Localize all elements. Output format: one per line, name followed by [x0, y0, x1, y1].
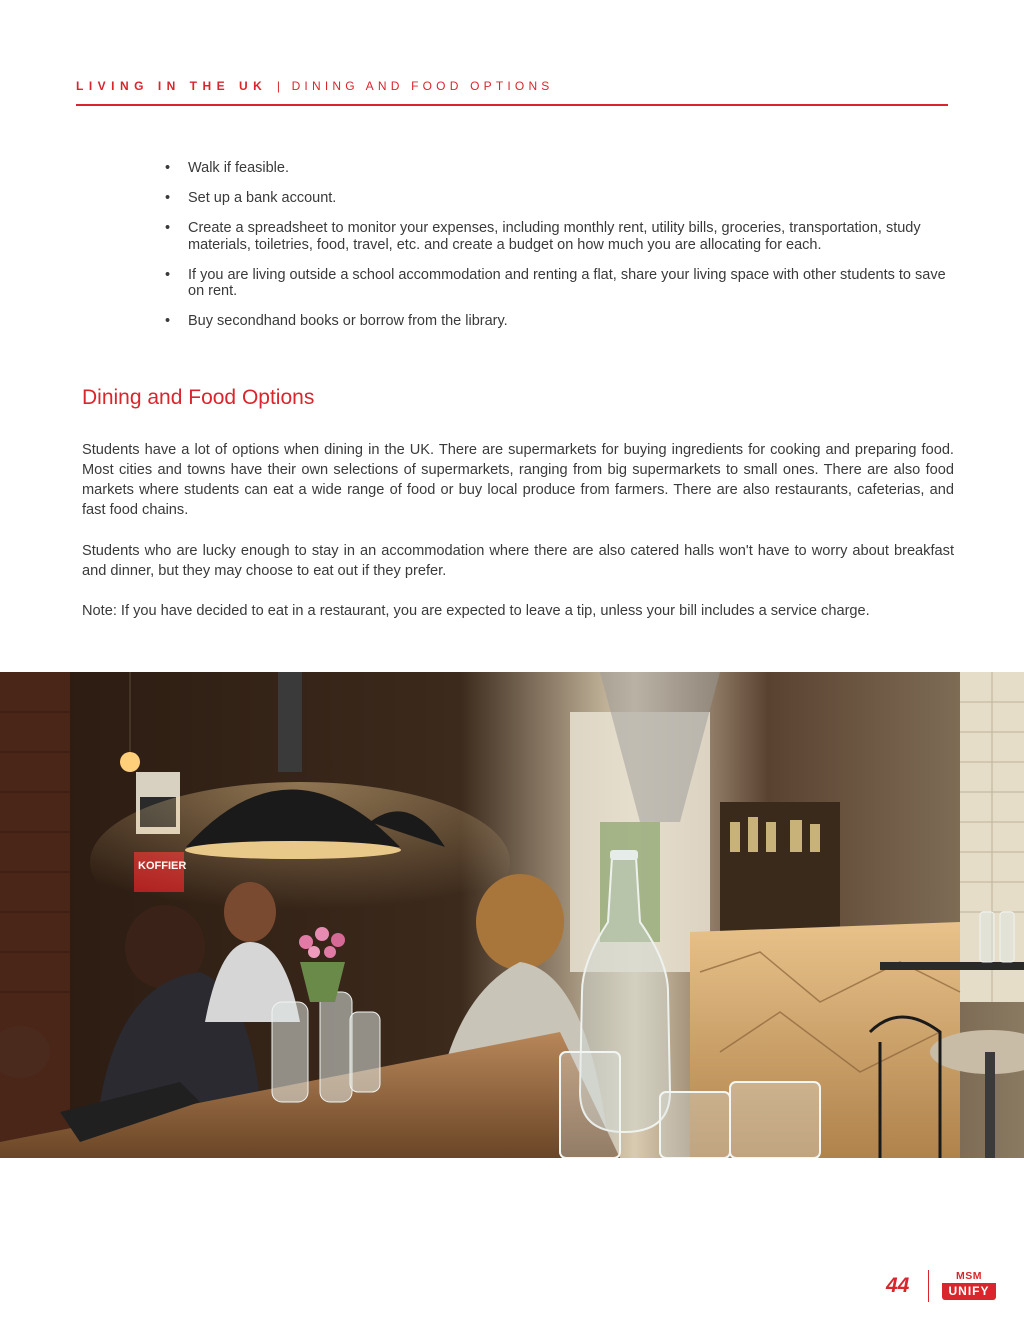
running-header: [76, 79, 554, 93]
logo-bottom-text: UNIFY: [942, 1283, 996, 1300]
bullet-icon: •: [165, 160, 171, 176]
brick-wall: [0, 672, 70, 1158]
money-tips-list: [165, 160, 955, 343]
msm-unify-logo: [942, 1270, 996, 1302]
list-item: • Create a spreadsheet to monitor your expenses, including monthly rent, utility bills, groceries, transportation, study materials, toiletries, food, travel, etc. and create a budget on how much you are allocating for each.: [165, 220, 921, 253]
bullet-icon: •: [165, 313, 171, 329]
restaurant-illustration: [0, 672, 1024, 1158]
paragraph-tipping-note: Note: If you have decided to eat in a restaurant, you are expected to leave a tip, unless your bill includes a service charge.: [82, 603, 870, 619]
header-subsection: DINING AND FOOD OPTIONS: [291, 79, 554, 93]
bullet-icon: •: [165, 220, 171, 236]
bullet-icon: •: [165, 266, 171, 283]
back-shelves: [720, 802, 840, 932]
section-heading: Dining and Food Options: [82, 386, 315, 409]
page-number: 44: [886, 1274, 910, 1297]
paragraph-dining-options: Students have a lot of options when dining in the UK. There are supermarkets for buying ingredients for cooking and preparing food. Most cities and towns have their own selections of supermarkets, ranging from big supermarkets to small ones. There are also food markets where students can eat a wide range of food or buy local produce from farmers. There are also restaurants, cafeterias, and fast food chains.: [82, 442, 954, 518]
bullet-icon: •: [165, 190, 171, 206]
header-section: LIVING IN THE UK: [76, 79, 268, 93]
logo-top-text: MSM: [956, 1270, 982, 1282]
list-item: • Buy secondhand books or borrow from the library.: [165, 313, 508, 329]
footer-divider: [928, 1270, 929, 1302]
list-item: • If you are living outside a school accommodation and renting a flat, share your living space with other students to save on rent.: [165, 266, 946, 299]
restaurant-photo: [0, 672, 1024, 1158]
side-shelf: [880, 962, 1024, 970]
header-rule: [76, 104, 948, 106]
paragraph-catered-halls: Students who are lucky enough to stay in an accommodation where there are also catered halls won't have to worry about breakfast and dinner, but they may choose to eat out if they prefer.: [82, 543, 954, 579]
list-item: • Set up a bank account.: [165, 190, 337, 206]
bulb-icon: [120, 752, 140, 772]
header-separator: |: [276, 79, 281, 93]
list-item: • Walk if feasible.: [165, 160, 289, 176]
